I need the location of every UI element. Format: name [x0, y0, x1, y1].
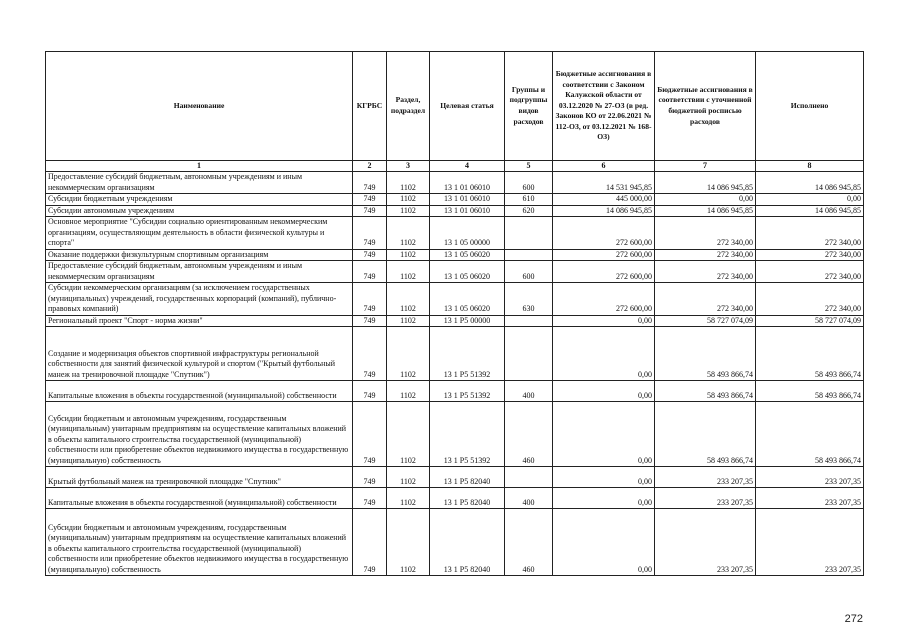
row-refined-allocation: 58 493 866,74: [655, 327, 756, 381]
row-section: 1102: [387, 509, 430, 576]
row-target-article: 13 1 P5 51392: [430, 402, 505, 467]
page-number: 272: [844, 613, 863, 625]
row-name: Региональный проект "Спорт - норма жизни": [46, 315, 353, 327]
row-section: 1102: [387, 488, 430, 509]
column-number: 5: [505, 161, 553, 172]
row-expense-group: 600: [505, 172, 553, 194]
row-executed: 0,00: [756, 194, 864, 206]
row-kgrbs: 749: [353, 402, 387, 467]
row-executed: 272 340,00: [756, 261, 864, 283]
table-row: [46, 194, 864, 206]
table-row: [46, 205, 864, 217]
row-target-article: 13 1 P5 51392: [430, 327, 505, 381]
row-kgrbs: 749: [353, 249, 387, 261]
row-refined-allocation: 233 207,35: [655, 467, 756, 488]
row-law-allocation: 14 086 945,85: [553, 205, 655, 217]
row-expense-group: 460: [505, 402, 553, 467]
row-law-allocation: 272 600,00: [553, 217, 655, 250]
column-number-row: [46, 161, 864, 172]
row-name: Субсидии бюджетным и автономным учреждениям, государственным (муниципальным) унитарным предприятиям на осуществление капитальных вложений в объекты капитального строительства государственной (муниципальной) собственности или приобретение объектов недвижимого имущества в государственную (муниципальную) собственность: [46, 402, 353, 467]
row-section: 1102: [387, 315, 430, 327]
column-number: 7: [655, 161, 756, 172]
row-section: 1102: [387, 467, 430, 488]
row-refined-allocation: 58 493 866,74: [655, 402, 756, 467]
row-executed: 14 086 945,85: [756, 205, 864, 217]
column-number: 2: [353, 161, 387, 172]
column-number: 1: [46, 161, 353, 172]
row-target-article: 13 1 05 06020: [430, 249, 505, 261]
row-section: 1102: [387, 261, 430, 283]
row-refined-allocation: 0,00: [655, 194, 756, 206]
row-kgrbs: 749: [353, 315, 387, 327]
row-law-allocation: 272 600,00: [553, 283, 655, 316]
row-executed: 272 340,00: [756, 283, 864, 316]
row-law-allocation: 0,00: [553, 467, 655, 488]
row-expense-group: 630: [505, 283, 553, 316]
column-number: 3: [387, 161, 430, 172]
row-section: 1102: [387, 402, 430, 467]
row-executed: 272 340,00: [756, 249, 864, 261]
row-executed: 233 207,35: [756, 509, 864, 576]
row-law-allocation: 0,00: [553, 509, 655, 576]
column-number: 4: [430, 161, 505, 172]
table-row: [46, 488, 864, 509]
row-law-allocation: 0,00: [553, 488, 655, 509]
row-refined-allocation: 233 207,35: [655, 509, 756, 576]
row-name: Предоставление субсидий бюджетным, автономным учреждениям и иным некоммерческим организациям: [46, 172, 353, 194]
row-expense-group: 610: [505, 194, 553, 206]
table-body: [46, 172, 864, 576]
row-target-article: 13 1 P5 82040: [430, 467, 505, 488]
row-executed: 58 493 866,74: [756, 327, 864, 381]
row-section: 1102: [387, 283, 430, 316]
row-executed: 58 727 074,09: [756, 315, 864, 327]
row-kgrbs: 749: [353, 217, 387, 250]
row-name: Создание и модернизация объектов спортивной инфраструктуры региональной собственности для занятий физической культурой и спортом ("Крытый футбольный манеж на тренировочной площадке "Спутник"): [46, 327, 353, 381]
table-row: [46, 402, 864, 467]
row-law-allocation: 272 600,00: [553, 261, 655, 283]
table-row: [46, 509, 864, 576]
row-kgrbs: 749: [353, 467, 387, 488]
row-section: 1102: [387, 381, 430, 402]
row-target-article: 13 1 05 06020: [430, 283, 505, 316]
row-refined-allocation: 272 340,00: [655, 283, 756, 316]
header-kgrbs: КГРБС: [353, 52, 387, 161]
row-section: 1102: [387, 205, 430, 217]
row-target-article: 13 1 P5 51392: [430, 381, 505, 402]
row-section: 1102: [387, 217, 430, 250]
row-section: 1102: [387, 172, 430, 194]
row-law-allocation: 272 600,00: [553, 249, 655, 261]
row-kgrbs: 749: [353, 283, 387, 316]
header-target-article: Целевая статья: [430, 52, 505, 161]
row-section: 1102: [387, 194, 430, 206]
row-expense-group: [505, 467, 553, 488]
row-target-article: 13 1 01 06010: [430, 205, 505, 217]
row-target-article: 13 1 05 00000: [430, 217, 505, 250]
row-target-article: 13 1 P5 00000: [430, 315, 505, 327]
table-row: [46, 249, 864, 261]
table-row: [46, 327, 864, 381]
column-number: 6: [553, 161, 655, 172]
row-name: Капитальные вложения в объекты государственной (муниципальной) собственности: [46, 381, 353, 402]
row-law-allocation: 0,00: [553, 315, 655, 327]
row-executed: 58 493 866,74: [756, 381, 864, 402]
row-executed: 233 207,35: [756, 488, 864, 509]
row-name: Крытый футбольный манеж на тренировочной площадке "Спутник": [46, 467, 353, 488]
row-executed: 272 340,00: [756, 217, 864, 250]
row-executed: 58 493 866,74: [756, 402, 864, 467]
header-expense-group: Группы и подгруппы видов расходов: [505, 52, 553, 161]
row-kgrbs: 749: [353, 205, 387, 217]
row-target-article: 13 1 01 06010: [430, 194, 505, 206]
budget-table: [45, 51, 864, 576]
row-name: Субсидии бюджетным и автономным учреждениям, государственным (муниципальным) унитарным предприятиям на осуществление капитальных вложений в объекты капитального строительства государственной (муниципальной) собственности или приобретение объектов недвижимого имущества в государственную (муниципальную) собственность: [46, 509, 353, 576]
row-law-allocation: 0,00: [553, 402, 655, 467]
row-refined-allocation: 272 340,00: [655, 261, 756, 283]
row-refined-allocation: 14 086 945,85: [655, 205, 756, 217]
row-expense-group: 400: [505, 488, 553, 509]
row-expense-group: 600: [505, 261, 553, 283]
row-kgrbs: 749: [353, 509, 387, 576]
row-kgrbs: 749: [353, 172, 387, 194]
row-name: Субсидии бюджетным учреждениям: [46, 194, 353, 206]
header-section: Раздел, подраздел: [387, 52, 430, 161]
header-law-allocation: Бюджетные ассигнования в соответствии с Законом Калужской области от 03.12.2020 № 27-ОЗ (в ред. Законов КО от 22.06.2021 № 112-ОЗ, от 03.12.2021 № 168-ОЗ): [553, 52, 655, 161]
table-row: [46, 172, 864, 194]
row-kgrbs: 749: [353, 327, 387, 381]
row-law-allocation: 445 000,00: [553, 194, 655, 206]
row-name: Капитальные вложения в объекты государственной (муниципальной) собственности: [46, 488, 353, 509]
row-expense-group: [505, 327, 553, 381]
row-target-article: 13 1 05 06020: [430, 261, 505, 283]
row-executed: 14 086 945,85: [756, 172, 864, 194]
column-number: 8: [756, 161, 864, 172]
row-name: Основное мероприятие "Субсидии социально ориентированным некоммерческим организациям, осуществляющим деятельность в области физической культуры и спорта": [46, 217, 353, 250]
table-row: [46, 283, 864, 316]
row-section: 1102: [387, 327, 430, 381]
row-law-allocation: 0,00: [553, 327, 655, 381]
row-section: 1102: [387, 249, 430, 261]
row-kgrbs: 749: [353, 194, 387, 206]
row-expense-group: 620: [505, 205, 553, 217]
row-expense-group: [505, 249, 553, 261]
row-executed: 233 207,35: [756, 467, 864, 488]
row-target-article: 13 1 P5 82040: [430, 488, 505, 509]
row-name: Субсидии некоммерческим организациям (за исключением государственных (муниципальных) учреждений, государственных корпораций (компаний), публично-правовых компаний): [46, 283, 353, 316]
row-name: Предоставление субсидий бюджетным, автономным учреждениям и иным некоммерческим организациям: [46, 261, 353, 283]
row-kgrbs: 749: [353, 381, 387, 402]
row-expense-group: 460: [505, 509, 553, 576]
row-kgrbs: 749: [353, 261, 387, 283]
row-expense-group: [505, 217, 553, 250]
row-expense-group: [505, 315, 553, 327]
table-row: [46, 467, 864, 488]
row-refined-allocation: 272 340,00: [655, 249, 756, 261]
row-refined-allocation: 58 727 074,09: [655, 315, 756, 327]
table-row: [46, 381, 864, 402]
row-kgrbs: 749: [353, 488, 387, 509]
header-refined-allocation: Бюджетные ассигнования в соответствии с уточненной бюджетной росписью расходов: [655, 52, 756, 161]
header-executed: Исполнено: [756, 52, 864, 161]
header-row: [46, 52, 864, 161]
table-row: [46, 217, 864, 250]
table-row: [46, 261, 864, 283]
header-name: Наименование: [46, 52, 353, 161]
row-target-article: 13 1 01 06010: [430, 172, 505, 194]
row-name: Субсидии автономным учреждениям: [46, 205, 353, 217]
row-expense-group: 400: [505, 381, 553, 402]
row-name: Оказание поддержки физкультурным спортивным организациям: [46, 249, 353, 261]
table-row: [46, 315, 864, 327]
row-refined-allocation: 233 207,35: [655, 488, 756, 509]
row-refined-allocation: 272 340,00: [655, 217, 756, 250]
row-refined-allocation: 58 493 866,74: [655, 381, 756, 402]
row-target-article: 13 1 P5 82040: [430, 509, 505, 576]
row-law-allocation: 14 531 945,85: [553, 172, 655, 194]
row-refined-allocation: 14 086 945,85: [655, 172, 756, 194]
row-law-allocation: 0,00: [553, 381, 655, 402]
